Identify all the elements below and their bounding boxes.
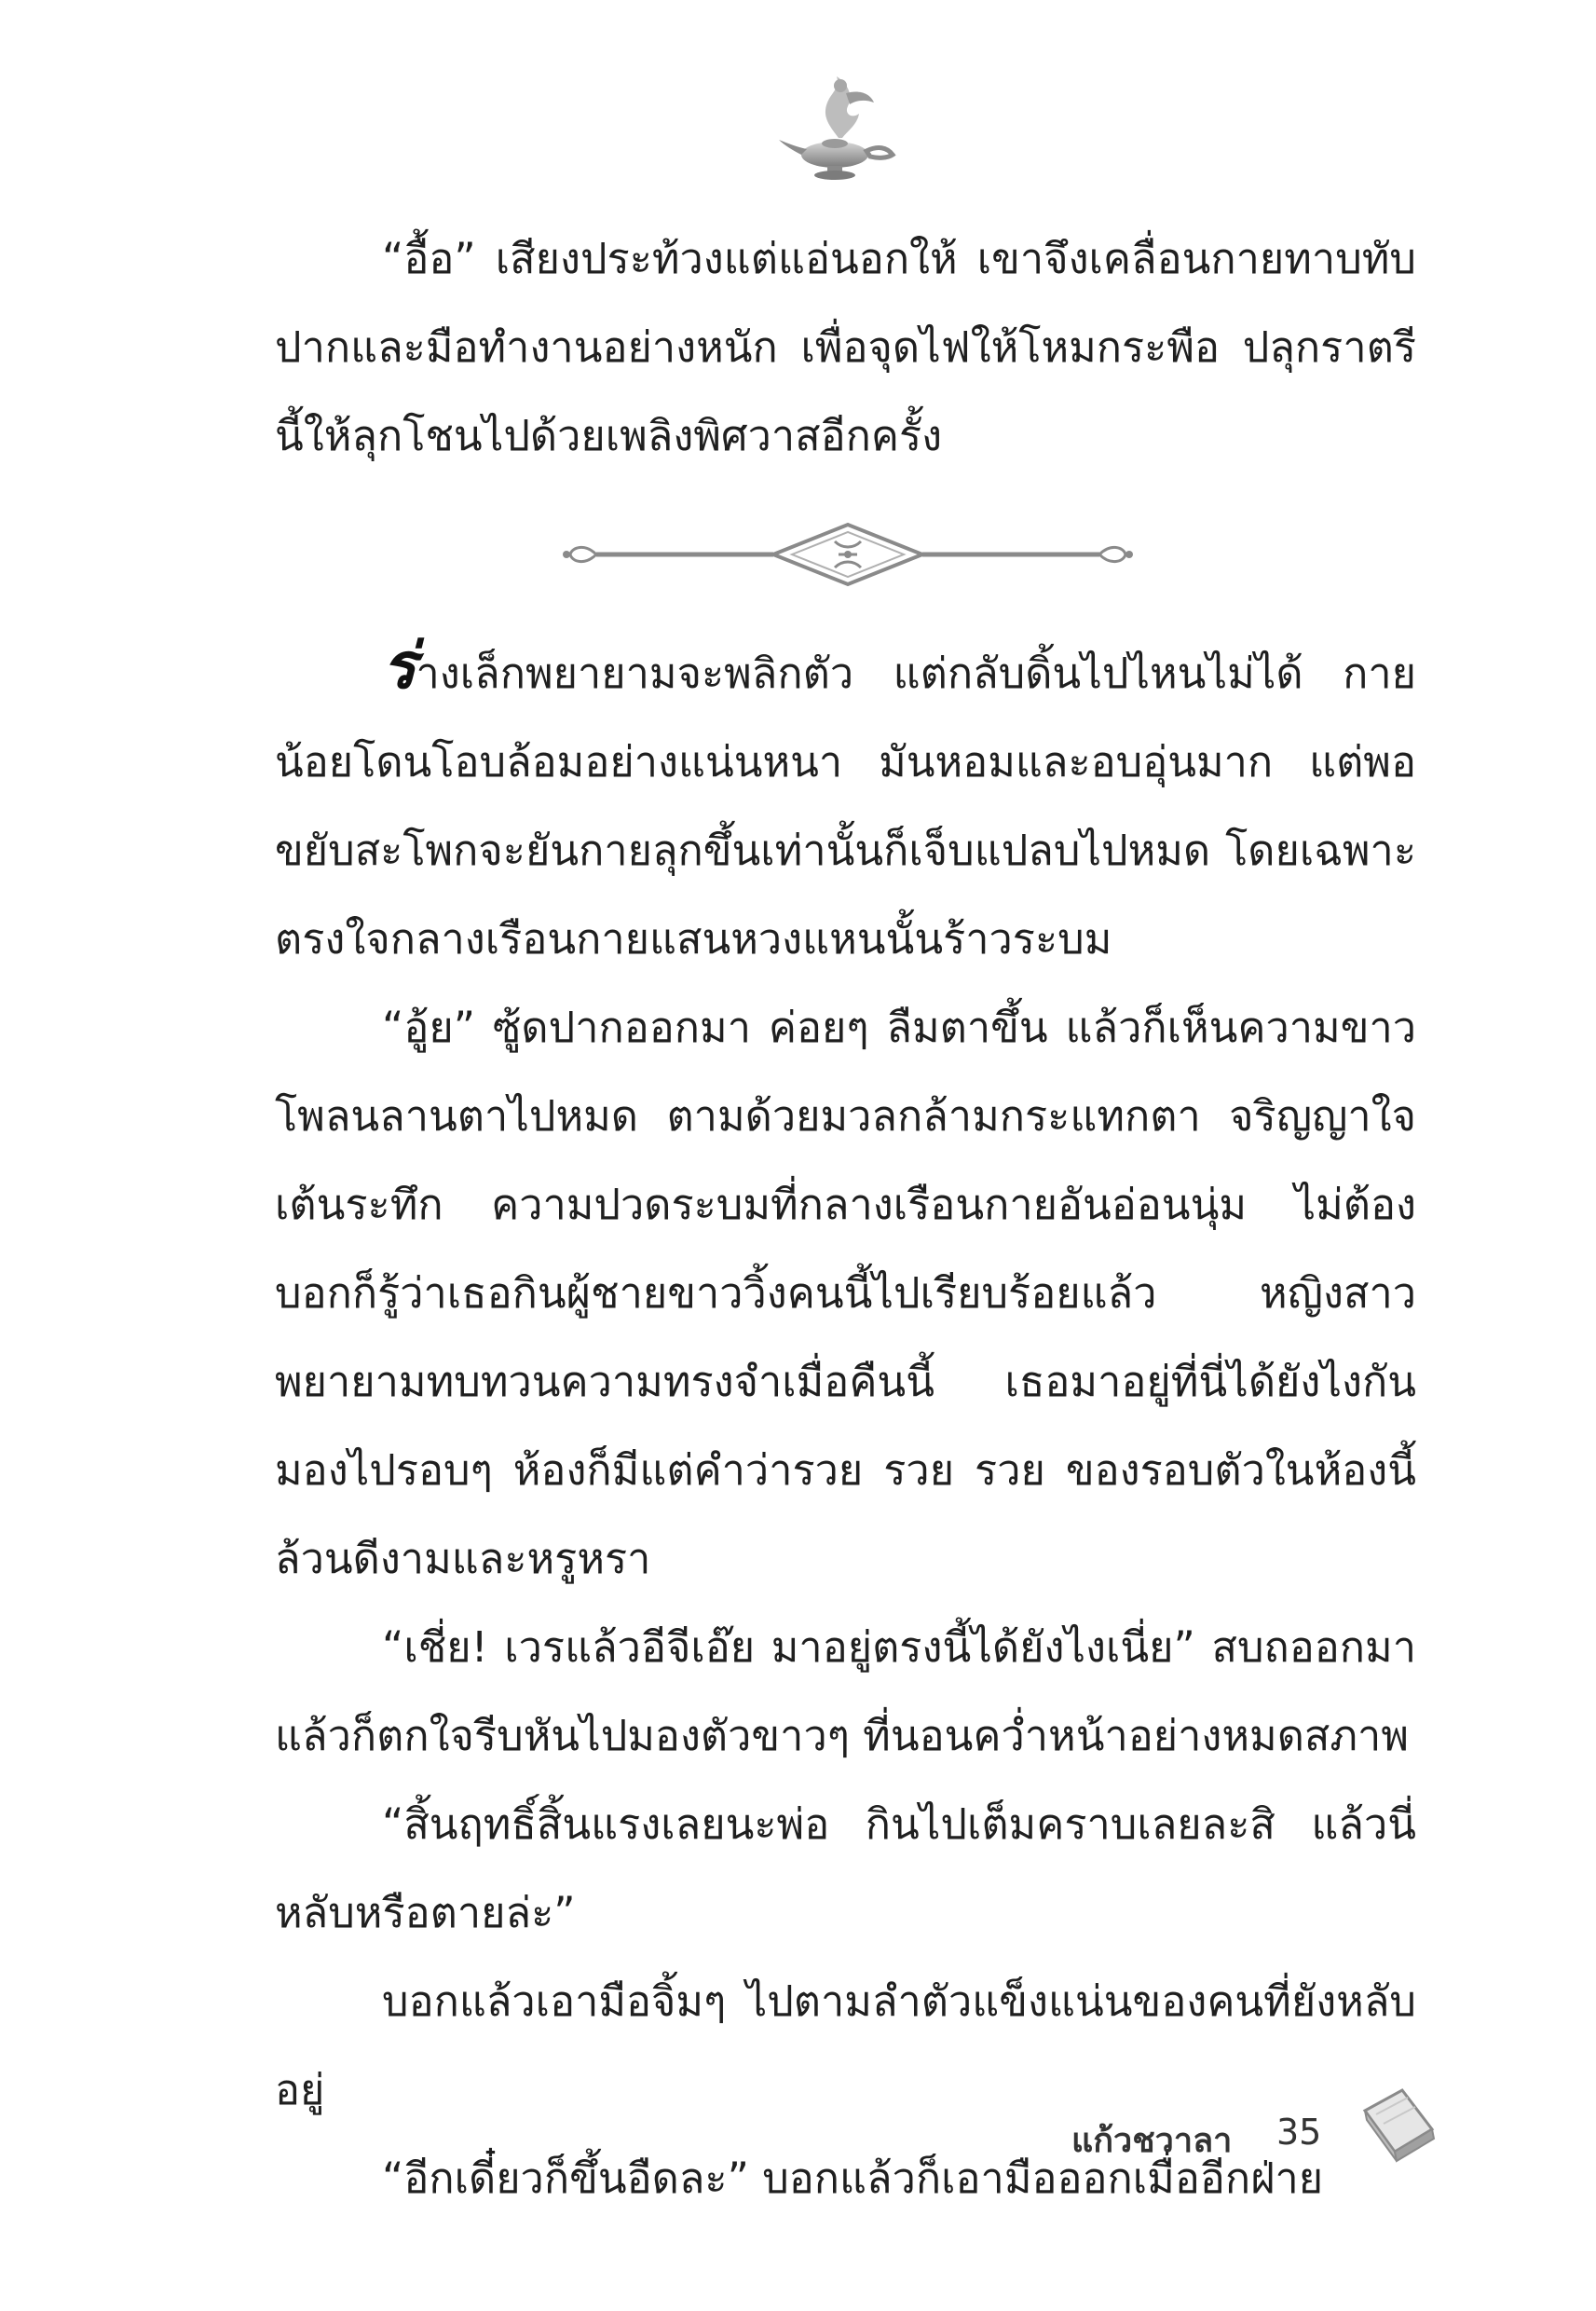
- paragraph-text: างเล็กพยายามจะพลิกตัว แต่กลับดิ้นไปไหนไม่ได้ กายน้อยโดนโอบล้อมอย่างแน่นหนา มันหอมและอบอุ่นมาก แต่พอขยับสะโพกจะยันกายลุกขึ้นเท่านั้นก็เจ็บแปลบไปหมด โดยเฉพาะตรงใจกลางเรือนกายแสนหวงแหนนั้นร้าวระบม: [275, 649, 1416, 964]
- drop-cap: ร่: [382, 630, 416, 704]
- paragraph: “เชี่ย! เวรแล้วอีจีเอ๊ย มาอยู่ตรงนี้ได้ยังไงเนี่ย” สบถออกมาแล้วก็ตกใจรีบหันไปมองตัวขาวๆ ที่นอนคว่ำหน้าอย่างหมดสภาพ: [275, 1622, 1416, 1760]
- paragraph: บอกแล้วเอามือจิ้มๆ ไปตามลำตัวแข็งแน่นของคนที่ยังหลับอยู่: [275, 1976, 1416, 2114]
- ornamental-divider-icon: [559, 517, 1137, 592]
- genie-lamp-icon: [773, 65, 904, 186]
- book-title: แก้วชวาลา: [1071, 2122, 1233, 2160]
- section-text: [275, 629, 1416, 2222]
- paragraph: “อื้อ” เสียงประท้วงแต่แอ่นอกให้ เขาจึงเคลื่อนกายทาบทับปากและมือทำงานอย่างหนัก เพื่อจุดไฟให้โหมกระพือ ปลุกราตรีนี้ให้ลุกโชนไปด้วยเพลิงพิศวาสอีกครั้ง: [275, 234, 1416, 460]
- paragraph: “อีกเดี๋ยวก็ขึ้นอืดละ” บอกแล้วก็เอามือออกเมื่ออีกฝ่าย: [382, 2154, 1324, 2203]
- paragraph: “อู้ย” ซู้ดปากออกมา ค่อยๆ ลืมตาขึ้น แล้วก็เห็นความขาวโพลนลานตาไปหมด ตามด้วยมวลกล้ามกระแทกตา จริญญาใจเต้นระทึก ความปวดระบมที่กลางเรือนกายอันอ่อนนุ่ม ไม่ต้องบอกก็รู้ว่าเธอกินผู้ชายขาววิ้งคนนี้ไปเรียบร้อยแล้ว หญิงสาวพยายามทบทวนความทรงจำเมื่อคืนนี้ เธอมาอยู่ที่นี่ได้ยังไงกันมองไปรอบๆ ห้องก็มีแต่คำว่ารวย รวย รวย ของรอบตัวในห้องนี้ล้วนดีงามและหรูหรา: [275, 1003, 1416, 1583]
- page-number: 35: [1276, 2112, 1322, 2153]
- paragraph: “สิ้นฤทธิ์สิ้นแรงเลยนะพ่อ กินไปเต็มคราบเลยละสิ แล้วนี่หลับหรือตายล่ะ”: [275, 1799, 1416, 1937]
- opening-text: [275, 214, 1416, 480]
- book-icon: [1356, 2083, 1439, 2176]
- paragraph: [275, 629, 1416, 983]
